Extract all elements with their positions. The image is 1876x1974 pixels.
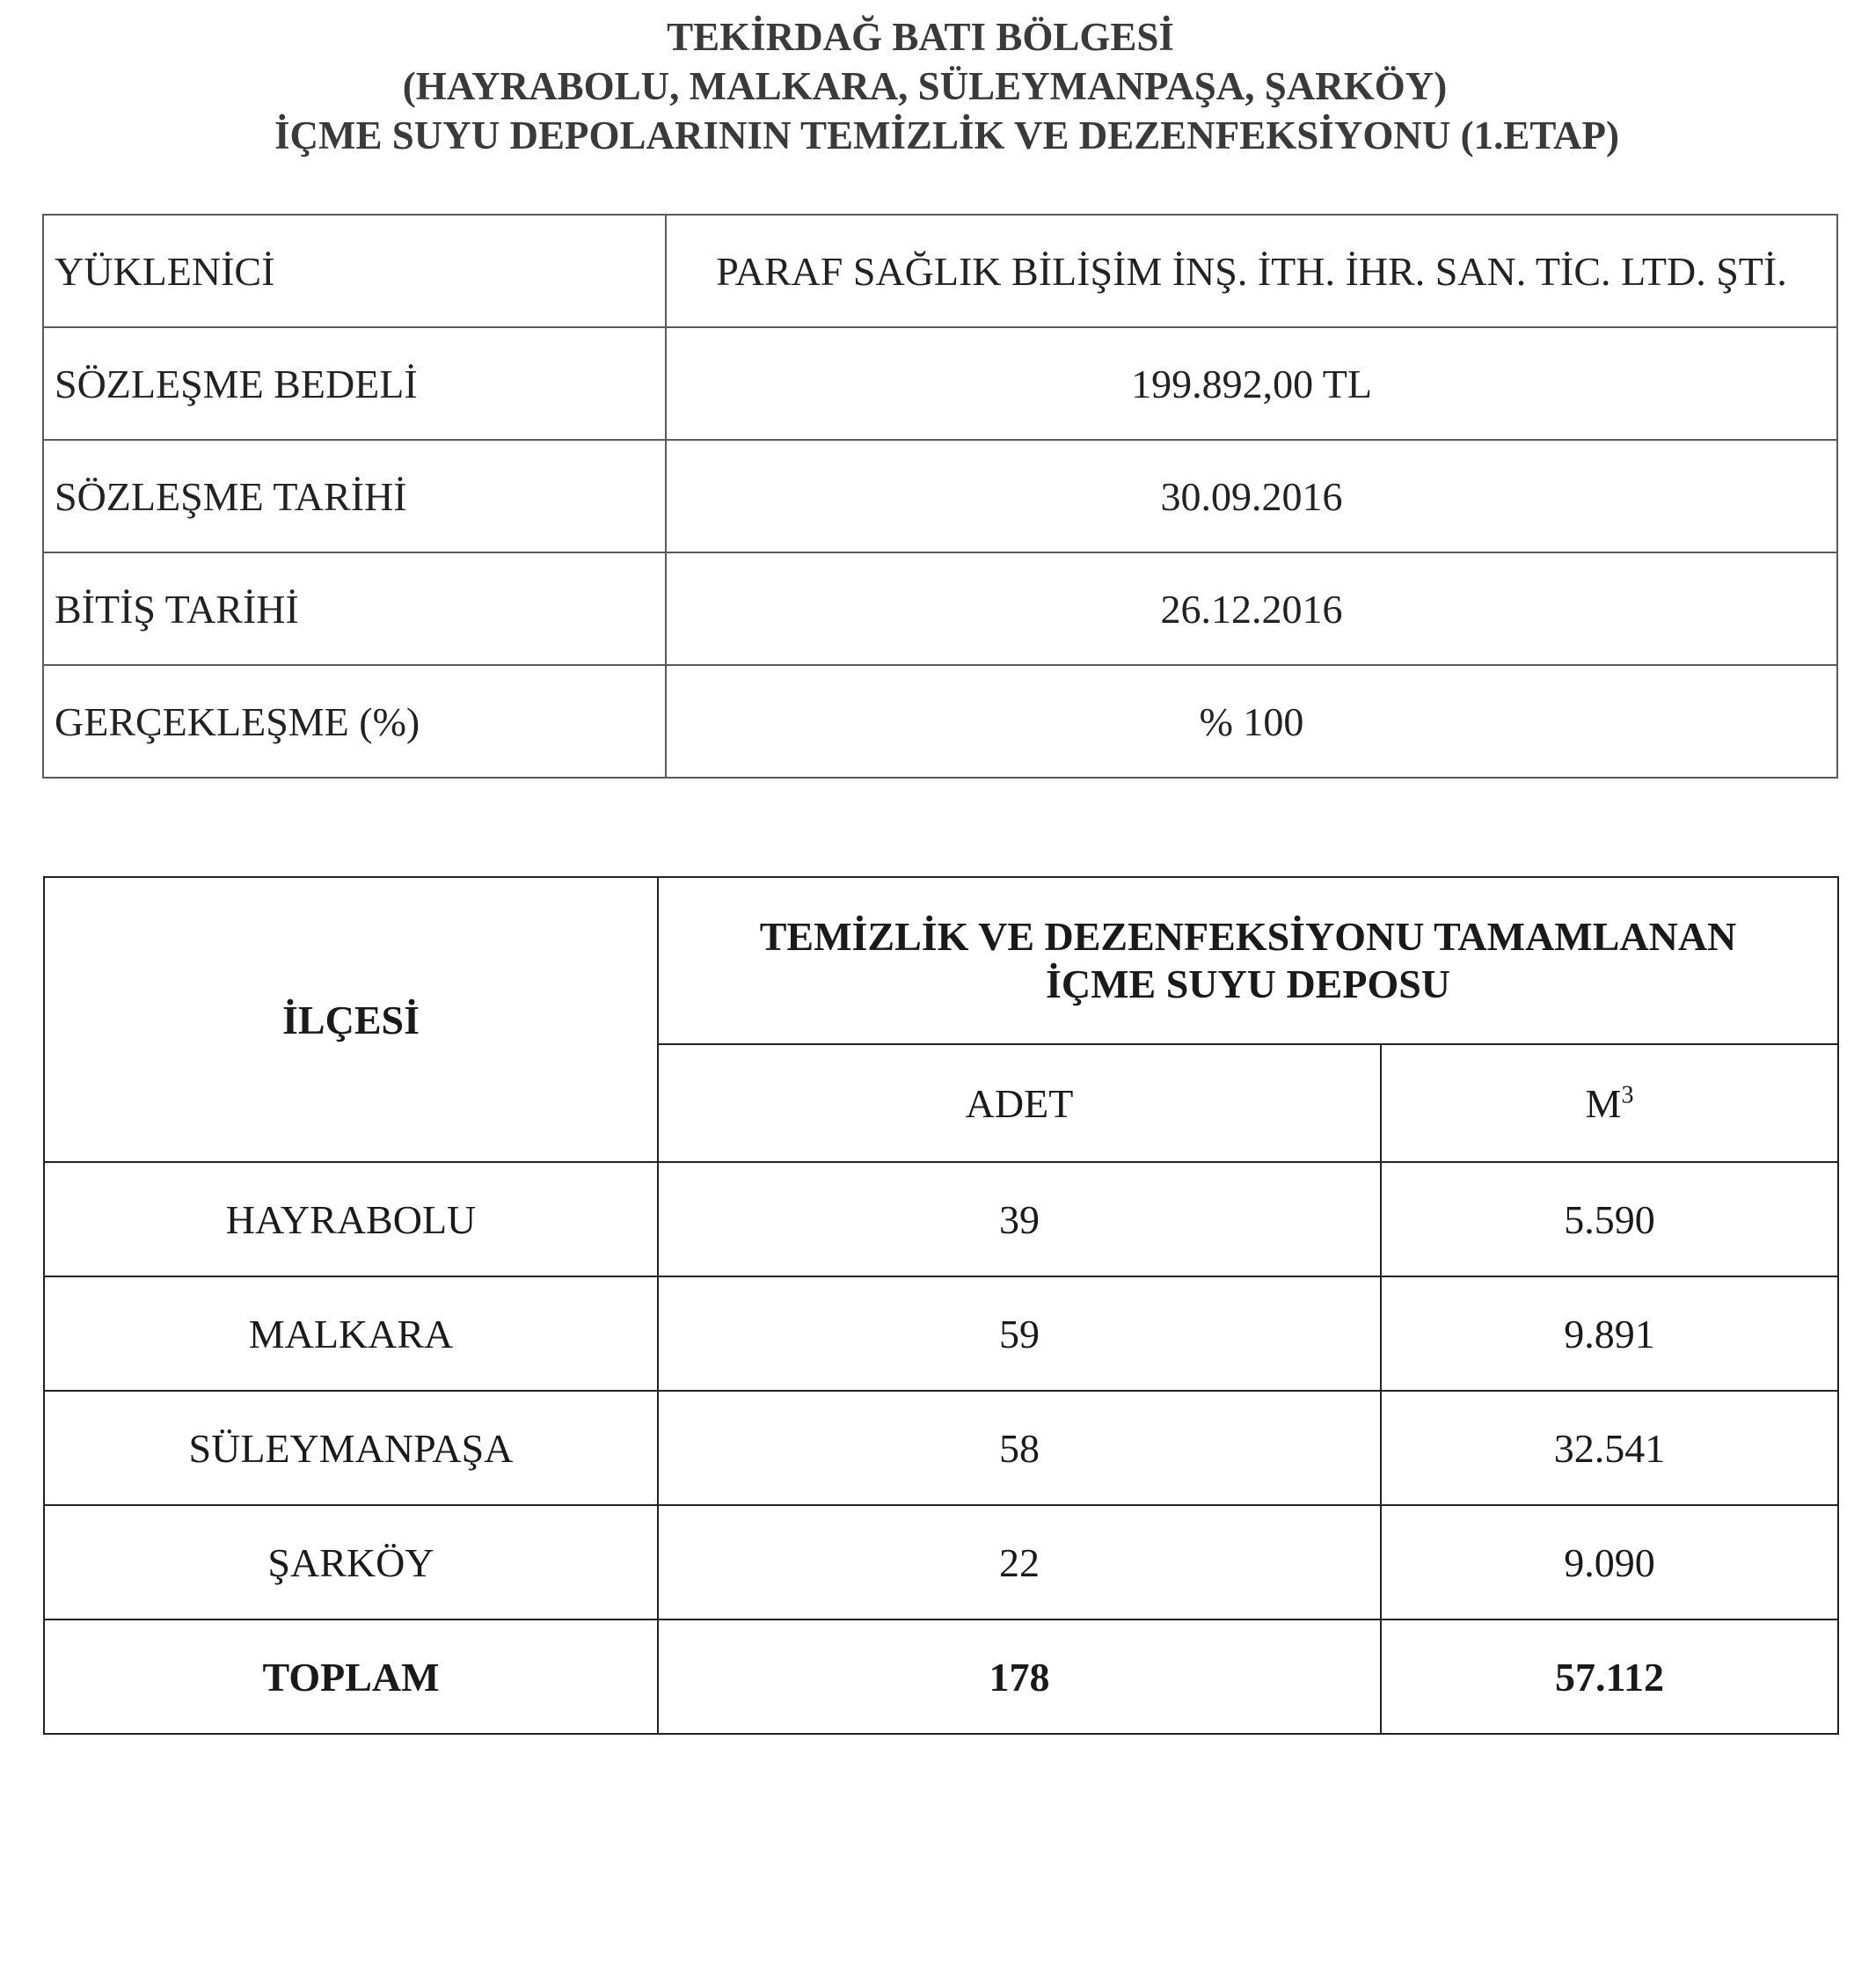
- contractor-value: PARAF SAĞLIK BİLİŞİM İNŞ. İTH. İHR. SAN. TİC. LTD. ŞTİ.: [666, 215, 1837, 327]
- contract-info-table: [42, 214, 1838, 779]
- table-row: [44, 1276, 1838, 1391]
- info-row-contract-date: [43, 440, 1837, 552]
- district-cell: SÜLEYMANPAŞA: [44, 1391, 658, 1505]
- info-row-contract-amount: [43, 327, 1837, 440]
- volume-cell: 5.590: [1381, 1162, 1838, 1276]
- info-row-end-date: [43, 552, 1837, 665]
- contract-date-label: SÖZLEŞME TARİHİ: [43, 440, 666, 552]
- document-title: [0, 12, 1876, 160]
- title-line-3: İÇME SUYU DEPOLARININ TEMİZLİK VE DEZENFEKSİYONU (1.ETAP): [274, 113, 1619, 157]
- contractor-label: YÜKLENİCİ: [43, 215, 666, 327]
- completed-depots-header-line-2: İÇME SUYU DEPOSU: [1045, 961, 1451, 1006]
- volume-header: [1381, 1044, 1838, 1162]
- total-count: 178: [658, 1619, 1381, 1734]
- end-date-label: BİTİŞ TARİHİ: [43, 552, 666, 665]
- title-line-2: (HAYRABOLU, MALKARA, SÜLEYMANPAŞA, ŞARKÖY): [402, 64, 1448, 108]
- completion-label: GERÇEKLEŞME (%): [43, 665, 666, 778]
- district-header: İLÇESİ: [44, 877, 658, 1162]
- table-row: [44, 1391, 1838, 1505]
- contract-amount-value: 199.892,00 TL: [666, 327, 1837, 440]
- table-row: [44, 1162, 1838, 1276]
- title-line-1: TEKİRDAĞ BATI BÖLGESİ: [667, 15, 1174, 59]
- volume-cell: 32.541: [1381, 1391, 1838, 1505]
- table-row: [44, 1505, 1838, 1619]
- count-cell: 59: [658, 1276, 1381, 1391]
- count-cell: 39: [658, 1162, 1381, 1276]
- count-cell: 58: [658, 1391, 1381, 1505]
- total-label: TOPLAM: [44, 1619, 658, 1734]
- volume-cell: 9.891: [1381, 1276, 1838, 1391]
- total-volume: 57.112: [1381, 1619, 1838, 1734]
- completed-depots-header-line-1: TEMİZLİK VE DEZENFEKSİYONU TAMAMLANAN: [759, 914, 1737, 959]
- volume-cell: 9.090: [1381, 1505, 1838, 1619]
- info-row-contractor: [43, 215, 1837, 327]
- info-row-completion: [43, 665, 1837, 778]
- volume-header-exponent: 3: [1621, 1081, 1634, 1109]
- end-date-value: 26.12.2016: [666, 552, 1837, 665]
- depot-table-header-row: [44, 877, 1838, 1044]
- district-cell: MALKARA: [44, 1276, 658, 1391]
- district-cell: ŞARKÖY: [44, 1505, 658, 1619]
- completed-depots-header: [658, 877, 1838, 1044]
- count-cell: 22: [658, 1505, 1381, 1619]
- count-header: ADET: [658, 1044, 1381, 1162]
- volume-header-unit: M: [1585, 1080, 1622, 1126]
- district-cell: HAYRABOLU: [44, 1162, 658, 1276]
- depot-table: [43, 876, 1839, 1735]
- total-row: [44, 1619, 1838, 1734]
- contract-date-value: 30.09.2016: [666, 440, 1837, 552]
- completion-value: % 100: [666, 665, 1837, 778]
- contract-amount-label: SÖZLEŞME BEDELİ: [43, 327, 666, 440]
